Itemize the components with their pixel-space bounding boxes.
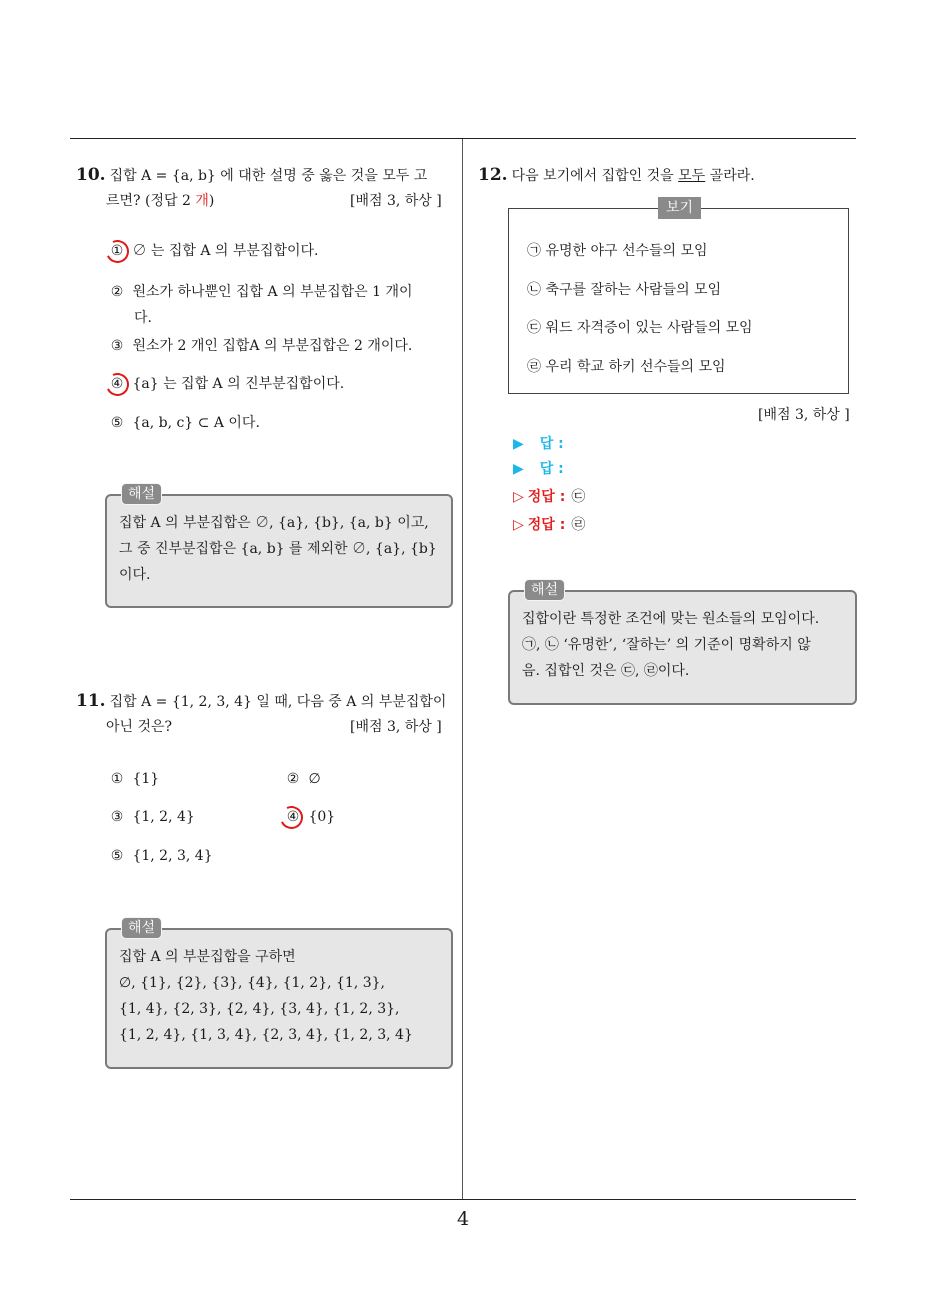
explanation-line: 집합 A 의 부분집합을 구하면 [119, 949, 296, 965]
page-number: 4 [456, 1208, 470, 1230]
explanation-line: ∅, {1}, {2}, {3}, {4}, {1, 2}, {1, 3}, [119, 975, 385, 991]
q11-stem-line1 [76, 688, 446, 715]
q10-stem-text: 집합 A = {a, b} 에 대한 설명 중 옳은 것을 모두 고 [109, 168, 428, 184]
explanation-tag: 해설 [121, 917, 162, 939]
choice-text: {1} [132, 771, 160, 787]
explanation-line: 집합 A 의 부분집합은 ∅, {a}, {b}, {a, b} 이고, [119, 515, 429, 531]
choice-number: ① [110, 771, 124, 787]
explanation-line: ㉠, ㉡ ‘유명한’, ‘잘하는’ 의 기준이 명확하지 않 [522, 637, 811, 653]
q12-explanation-box [508, 582, 857, 705]
q10-choice-3[interactable] [106, 333, 412, 359]
choice-text: {1, 2, 4} [132, 809, 195, 825]
choice-number: ④ [110, 376, 124, 392]
q10-line2-prefix: 르면? (정답 2 [106, 193, 196, 209]
outline-triangle-icon: ▷ [513, 517, 524, 533]
q11-explanation-box [105, 920, 453, 1069]
outline-triangle-icon: ▷ [513, 489, 524, 505]
choice-number: ④ [286, 809, 300, 825]
explanation-tag: 해설 [524, 579, 565, 601]
bogi-item: ㉠ 유명한 야구 선수들의 모임 [527, 243, 708, 259]
q11-stem-line2: 아닌 것은? [106, 719, 173, 735]
choice-text: ∅ [308, 771, 321, 787]
q10-choice-2[interactable] [106, 279, 413, 305]
play-triangle-icon: ▶ [513, 461, 524, 477]
q10-number: 10. [76, 165, 106, 185]
correct-answer-value: ㉣ [571, 517, 586, 533]
choice-text: {a} 는 집합 A 의 진부분집합이다. [132, 376, 345, 392]
explanation-line: {1, 2, 4}, {1, 3, 4}, {2, 3, 4}, {1, 2, 3, 4} [119, 1027, 413, 1043]
q10-stem-line2 [106, 188, 214, 214]
answer-label: 답 : [539, 461, 564, 477]
choice-number: ⑤ [110, 848, 124, 864]
q11-choice-1[interactable] [106, 766, 159, 792]
q10-choice-1[interactable] [106, 238, 319, 264]
q10-line2-suffix: ) [208, 193, 215, 209]
choice-text: {0} [308, 809, 336, 825]
explanation-line: {1, 4}, {2, 3}, {2, 4}, {3, 4}, {1, 2, 3}, [119, 1001, 400, 1017]
answer-input-row-2[interactable] [513, 457, 570, 481]
choice-text: {a, b, c} ⊂ A 이다. [132, 415, 260, 431]
q10-answer-count-highlight: 개 [195, 193, 209, 209]
bogi-item: ㉡ 축구를 잘하는 사람들의 모임 [527, 282, 722, 298]
choice-number: ② [286, 771, 300, 787]
answer-input-row-1[interactable] [513, 432, 570, 456]
bogi-tag: 보기 [658, 197, 701, 219]
q11-choice-4[interactable] [282, 804, 335, 830]
bogi-box [508, 200, 849, 394]
choice-text: ∅ 는 집합 A 의 부분집합이다. [132, 243, 319, 259]
choice-number: ③ [110, 809, 124, 825]
q10-choice-4[interactable] [106, 371, 344, 397]
top-rule [70, 138, 856, 139]
choice-number: ① [110, 243, 124, 259]
q12-stem-underlined: 모두 [678, 168, 706, 184]
choice-text: {1, 2, 3, 4} [132, 848, 213, 864]
play-triangle-icon: ▶ [513, 436, 524, 452]
choice-number: ③ [110, 338, 124, 354]
bogi-item: ㉣ 우리 학교 하키 선수들의 모임 [527, 359, 726, 375]
q12-score: [배점 3, 하상 ] [758, 407, 850, 423]
q11-stem-text: 집합 A = {1, 2, 3, 4} 일 때, 다음 중 A 의 부분집합이 [109, 694, 447, 710]
q10-stem-line1 [76, 162, 427, 189]
choice-text: 원소가 2 개인 집합A 의 부분집합은 2 개이다. [132, 338, 413, 354]
explanation-line: 그 중 진부분집합은 {a, b} 를 제외한 ∅, {a}, {b} [119, 541, 437, 557]
explanation-line: 집합이란 특정한 조건에 맞는 원소들의 모임이다. [522, 611, 820, 627]
q12-stem [478, 162, 755, 189]
correct-answer-label: 정답 : [527, 489, 566, 505]
choice-text: 원소가 하나뿐인 집합 A 의 부분집합은 1 개이 [132, 284, 413, 300]
q12-stem-suffix: 골라라. [705, 168, 755, 184]
bottom-rule [70, 1199, 856, 1200]
q10-score: [배점 3, 하상 ] [350, 193, 442, 209]
choice-number: ⑤ [110, 415, 124, 431]
q10-explanation-box [105, 486, 453, 608]
q10-choice-5[interactable] [106, 410, 260, 436]
correct-answer-row-1 [513, 485, 585, 509]
q11-score: [배점 3, 하상 ] [350, 719, 442, 735]
answer-label: 답 : [539, 436, 564, 452]
explanation-line: 음. 집합인 것은 ㉢, ㉣이다. [522, 663, 690, 679]
explanation-tag: 해설 [121, 483, 162, 505]
q11-choice-2[interactable] [282, 766, 321, 792]
correct-answer-label: 정답 : [527, 517, 566, 533]
q11-number: 11. [76, 691, 106, 711]
correct-answer-row-2 [513, 513, 585, 537]
choice-number: ② [110, 284, 124, 300]
column-divider [462, 139, 463, 1199]
q12-number: 12. [478, 165, 508, 185]
correct-answer-value: ㉢ [571, 489, 586, 505]
explanation-line: 이다. [119, 567, 151, 583]
q11-choice-3[interactable] [106, 804, 195, 830]
q10-choice-2-continuation: 다. [134, 310, 152, 326]
bogi-item: ㉢ 워드 자격증이 있는 사람들의 모임 [527, 320, 753, 336]
q12-stem-prefix: 다음 보기에서 집합인 것을 [511, 168, 679, 184]
q11-choice-5[interactable] [106, 843, 213, 869]
